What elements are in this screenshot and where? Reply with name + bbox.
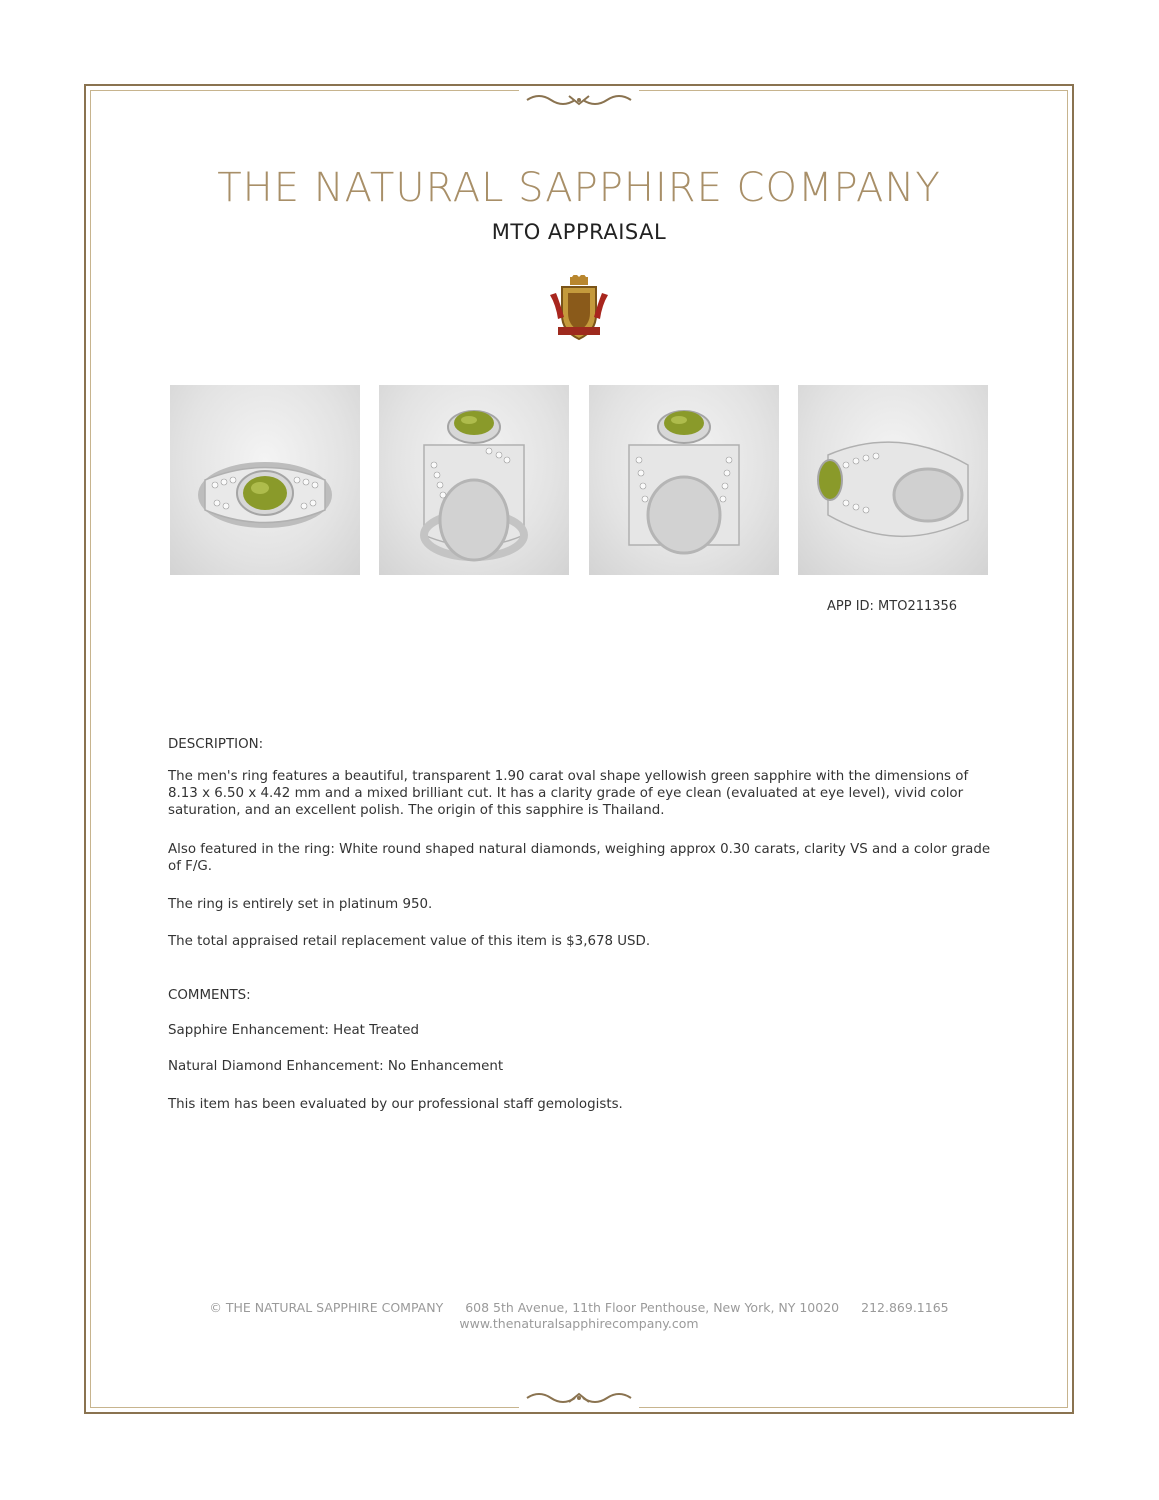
bottom-ornament-icon bbox=[519, 1388, 639, 1408]
crest-logo-icon bbox=[548, 275, 610, 343]
description-text-1: The men's ring features a beautiful, transparent 1.90 carat oval shape yellowish green sapphire with the dimensions of 8.13 x 6.50 x 4.42 mm and a mixed brilliant cut. It has a clarity grade of eye clean (evaluated at eye level), vivid color saturation, and an excellent polish. The origin of this sapphire is Thailand. bbox=[168, 769, 969, 818]
top-ornament-icon bbox=[519, 90, 639, 110]
description-text-2: Also featured in the ring: White round shaped natural diamonds, weighing approx 0.30 carats, clarity VS and a color grade of F/G. bbox=[168, 842, 991, 874]
evaluation-note: This item has been evaluated by our professional staff gemologists. bbox=[168, 1097, 623, 1112]
app-id: APP ID: MTO211356 bbox=[827, 599, 958, 614]
comments-heading: COMMENTS: bbox=[168, 988, 251, 1003]
description-paragraph-1 bbox=[168, 768, 998, 819]
appraised-value: The total appraised retail replacement value of this item is $3,678 USD. bbox=[168, 934, 651, 949]
footer-copyright: © THE NATURAL SAPPHIRE COMPANY bbox=[209, 1300, 444, 1315]
description-heading: DESCRIPTION: bbox=[168, 737, 264, 752]
ring-photo-top bbox=[589, 385, 779, 575]
document-subtitle: MTO APPRAISAL bbox=[491, 220, 667, 244]
footer-website[interactable]: www.thenaturalsapphirecompany.com bbox=[459, 1316, 699, 1331]
sapphire-enhancement: Sapphire Enhancement: Heat Treated bbox=[168, 1023, 420, 1038]
footer-address: 608 5th Avenue, 11th Floor Penthouse, New York, NY 10020 bbox=[465, 1300, 840, 1315]
footer-line-1 bbox=[90, 1300, 1068, 1315]
description-paragraph-3: The ring is entirely set in platinum 950. bbox=[168, 897, 433, 912]
ring-photo-angle bbox=[798, 385, 988, 575]
company-title: THE NATURAL SAPPHIRE COMPANY bbox=[217, 165, 941, 211]
diamond-enhancement: Natural Diamond Enhancement: No Enhancement bbox=[168, 1059, 504, 1074]
description-paragraph-2 bbox=[168, 841, 998, 875]
footer-phone: 212.869.1165 bbox=[861, 1300, 949, 1315]
ring-photo-side bbox=[379, 385, 569, 575]
ring-photo-front bbox=[170, 385, 360, 575]
